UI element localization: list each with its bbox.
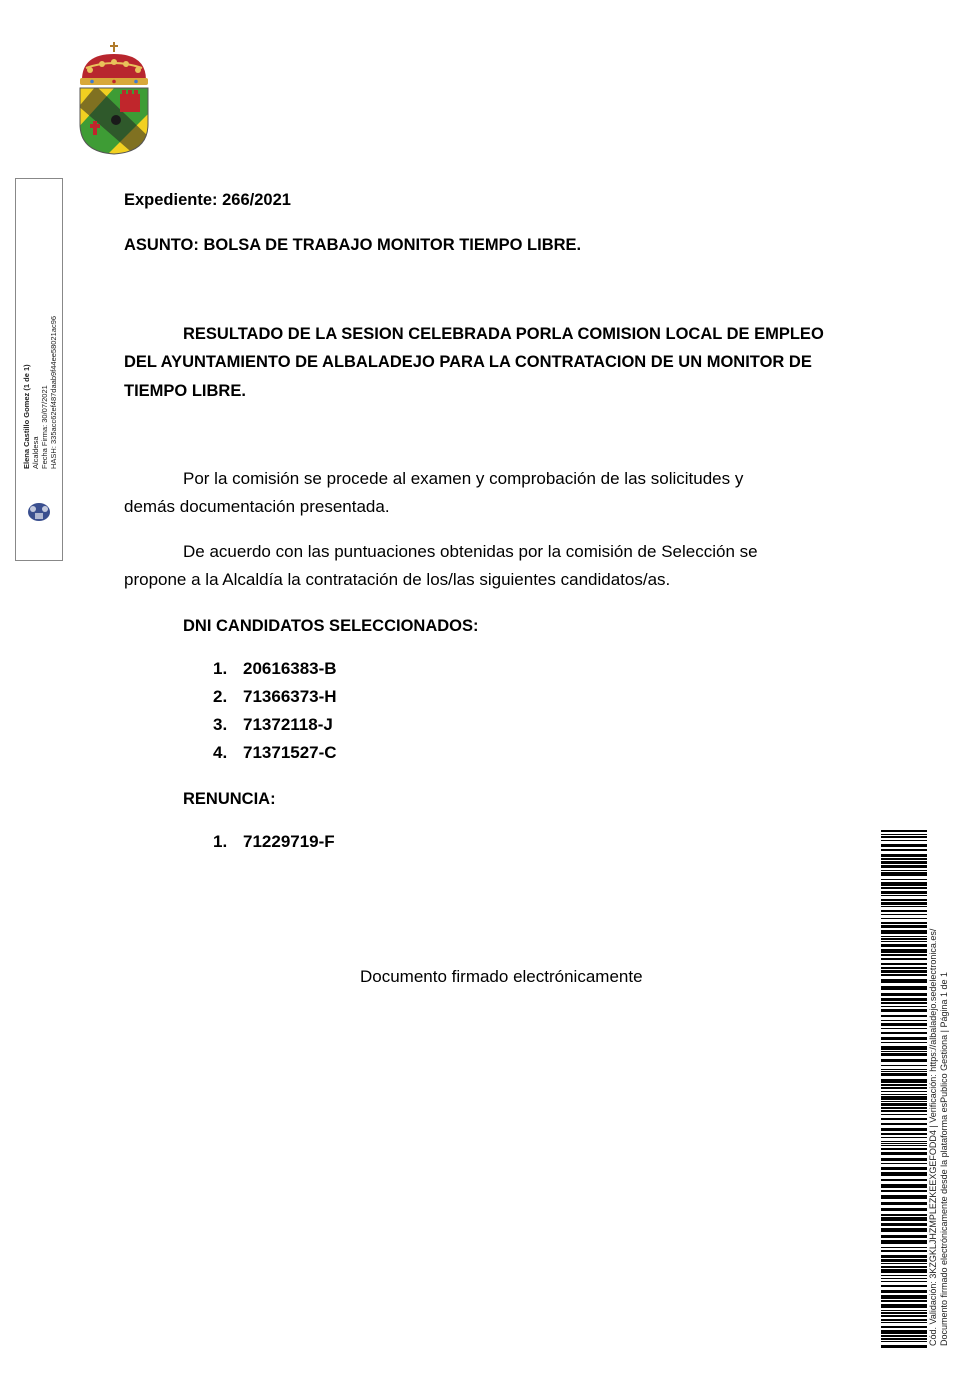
barcode-bar: [881, 1042, 927, 1043]
barcode-bar: [881, 1269, 927, 1273]
list-number: 2.: [213, 687, 228, 706]
barcode-bar: [881, 998, 927, 1001]
barcode-bar: [881, 1091, 927, 1092]
barcode-bar: [881, 861, 927, 864]
barcode-bar: [881, 1278, 927, 1279]
barcode-bar: [881, 1148, 927, 1150]
barcode-bar: [881, 1290, 927, 1293]
barcode-bar: [881, 910, 927, 912]
barcode-bar: [881, 1235, 927, 1238]
barcode-bar: [881, 918, 927, 919]
verification-code-line: Cód. Validación: 3KZGKLJHZMPLEZKEEXGEFODD4 | Verificación: https://albaladejo.sedelectronica.es/: [928, 928, 938, 1346]
barcode-bar: [881, 1133, 927, 1135]
barcode-bar: [881, 941, 927, 942]
barcode-bar: [881, 1275, 927, 1276]
barcode-bar: [881, 1202, 927, 1205]
barcode-bar: [881, 1326, 927, 1328]
candidate-dni: 71371527-C: [243, 743, 337, 762]
list-number: 4.: [213, 743, 228, 762]
barcode-bar: [881, 1028, 927, 1029]
barcode-bar: [881, 954, 927, 956]
firma-electronica-note: Documento firmado electrónicamente: [360, 967, 643, 986]
barcode-bar: [881, 1123, 927, 1125]
paragraph-1-line-1: Por la comisión se procede al examen y comprobación de las solicitudes y: [183, 469, 744, 488]
list-number: 1.: [213, 832, 228, 851]
barcode-bar: [881, 1143, 927, 1144]
barcode-bar: [881, 963, 927, 965]
barcode-bar: [881, 1310, 927, 1311]
barcode-bar: [881, 1137, 927, 1138]
barcode-bar: [881, 1217, 927, 1221]
barcode-bar: [881, 1009, 927, 1012]
barcode-bar: [881, 1223, 927, 1226]
barcode-bar: [881, 887, 927, 889]
barcode-bar: [881, 1103, 927, 1106]
barcode-bar: [881, 1053, 927, 1056]
barcode-bar: [881, 1319, 927, 1321]
resultado-line-3: TIEMPO LIBRE.: [124, 382, 246, 400]
seleccionados-heading: DNI CANDIDATOS SELECCIONADOS:: [183, 617, 479, 635]
barcode-bar: [881, 844, 927, 847]
barcode-bar: [881, 1322, 927, 1323]
barcode-bar: [881, 1002, 927, 1004]
barcode-bar: [881, 1006, 927, 1007]
barcode-bar: [881, 914, 927, 915]
verification-platform-line: Documento firmado electrónicamente desde la plataforma esPublico Gestiona | Página 1 de 1: [939, 971, 949, 1346]
barcode-bar: [881, 938, 927, 940]
validation-barcode: [881, 830, 927, 1348]
barcode-bar: [881, 882, 927, 886]
barcode-bar: [881, 1341, 927, 1342]
barcode-bar: [881, 922, 927, 924]
signer-name: Elena Castillo Gomez (1 de 1): [22, 364, 31, 469]
list-item: [213, 683, 337, 711]
barcode-bar: [881, 1114, 927, 1115]
barcode-bar: [881, 1073, 927, 1076]
barcode-bar: [881, 1208, 927, 1211]
barcode-bar: [881, 891, 927, 894]
barcode-bar: [881, 906, 927, 907]
barcode-bar: [881, 902, 927, 905]
signature-date: Fecha Firma: 30/07/2021: [40, 385, 49, 469]
barcode-bar: [881, 1304, 927, 1308]
barcode-bar: [881, 1259, 927, 1262]
verification-footer: [928, 929, 950, 1346]
signer-role: Alcaldesa: [31, 436, 40, 469]
electronic-signature-box: [15, 178, 63, 561]
barcode-bar: [881, 895, 927, 896]
barcode-bar: [881, 1315, 927, 1317]
signature-hash: HASH: 335acc62ef487daab9f44ee58021ac96: [49, 315, 58, 469]
barcode-bar: [881, 1172, 927, 1176]
barcode-bar: [881, 993, 927, 996]
barcode-bar: [881, 1184, 927, 1188]
barcode-bar: [881, 958, 927, 960]
barcode-bar: [881, 1295, 927, 1299]
barcode-bar: [881, 1141, 927, 1142]
barcode-bar: [881, 1094, 927, 1095]
renuncia-list: [213, 828, 335, 856]
barcode-bar: [881, 1158, 927, 1161]
barcode-bar: [881, 1167, 927, 1170]
barcode-bar: [881, 1037, 927, 1040]
barcode-bar: [881, 1065, 927, 1066]
barcode-bar: [881, 1118, 927, 1120]
asunto-subject: ASUNTO: BOLSA DE TRABAJO MONITOR TIEMPO LIBRE.: [124, 236, 582, 254]
barcode-bar: [881, 870, 927, 871]
barcode-bar: [881, 1152, 927, 1155]
barcode-bar: [881, 1250, 927, 1252]
barcode-bar: [881, 1079, 927, 1083]
barcode-bar: [881, 1163, 927, 1164]
barcode-bar: [881, 925, 927, 928]
municipal-crest-logo: [76, 40, 152, 156]
barcode-bar: [881, 1023, 927, 1026]
barcode-bar: [881, 979, 927, 983]
barcode-bar: [881, 1051, 927, 1052]
barcode-bar: [881, 1335, 927, 1337]
barcode-bar: [881, 1032, 927, 1034]
list-number: 1.: [213, 659, 228, 678]
barcode-bar: [881, 930, 927, 934]
barcode-bar: [881, 1084, 927, 1086]
list-item: [213, 655, 337, 683]
barcode-bar: [881, 1338, 927, 1340]
candidate-dni: 71372118-J: [243, 715, 333, 734]
barcode-bar: [881, 936, 927, 937]
barcode-bar: [881, 836, 927, 838]
barcode-bar: [881, 1263, 927, 1264]
barcode-bar: [881, 1046, 927, 1050]
barcode-bar: [881, 1179, 927, 1181]
list-number: 3.: [213, 715, 228, 734]
barcode-bar: [881, 1071, 927, 1072]
barcode-bar: [881, 854, 927, 857]
list-item: [213, 739, 337, 767]
seleccionados-list: [213, 655, 337, 767]
barcode-bar: [881, 1255, 927, 1258]
barcode-bar: [881, 1345, 927, 1348]
barcode-bar: [881, 899, 927, 901]
barcode-bar: [881, 872, 927, 876]
barcode-bar: [881, 858, 927, 860]
barcode-bar: [881, 1195, 927, 1199]
barcode-bar: [881, 970, 927, 973]
barcode-bar: [881, 1096, 927, 1100]
expediente-number: Expediente: 266/2021: [124, 191, 291, 209]
barcode-bar: [881, 1145, 927, 1146]
renuncia-heading: RENUNCIA:: [183, 790, 276, 808]
list-item: [213, 828, 335, 856]
barcode-bar: [881, 1107, 927, 1109]
candidate-dni: 20616383-B: [243, 659, 337, 678]
barcode-bar: [881, 944, 927, 947]
candidate-dni: 71366373-H: [243, 687, 337, 706]
barcode-bar: [881, 1300, 927, 1302]
barcode-bar: [881, 1281, 927, 1282]
barcode-bar: [881, 849, 927, 851]
barcode-bar: [881, 1312, 927, 1314]
barcode-bar: [881, 865, 927, 868]
paragraph-2-line-1: De acuerdo con las puntuaciones obtenidas por la comisión de Selección se: [183, 542, 758, 561]
resultado-line-1: RESULTADO DE LA SESION CELEBRADA PORLA COMISION LOCAL DE EMPLEO: [183, 325, 824, 343]
barcode-bar: [881, 1059, 927, 1062]
list-item: [213, 711, 337, 739]
barcode-bar: [881, 1087, 927, 1089]
candidate-dni: 71229719-F: [243, 832, 335, 851]
barcode-bar: [881, 986, 927, 990]
barcode-bar: [881, 1247, 927, 1248]
barcode-bar: [881, 1240, 927, 1244]
barcode-bar: [881, 974, 927, 976]
barcode-bar: [881, 1266, 927, 1268]
barcode-bar: [881, 1330, 927, 1334]
small-crest-icon: [25, 501, 53, 523]
resultado-line-2: DEL AYUNTAMIENTO DE ALBALADEJO PARA LA CONTRATACION DE UN MONITOR DE: [124, 353, 812, 371]
barcode-bar: [881, 1190, 927, 1192]
barcode-bar: [881, 830, 927, 832]
barcode-bar: [881, 949, 927, 953]
barcode-bar: [881, 840, 927, 841]
barcode-bar: [881, 1228, 927, 1232]
barcode-bar: [881, 1101, 927, 1102]
barcode-bar: [881, 1015, 927, 1017]
barcode-bar: [881, 1069, 927, 1070]
barcode-bar: [881, 879, 927, 880]
barcode-bar: [881, 1020, 927, 1021]
barcode-bar: [881, 1285, 927, 1287]
barcode-bar: [881, 967, 927, 969]
barcode-bar: [881, 1128, 927, 1131]
barcode-bar: [881, 1110, 927, 1112]
paragraph-2-line-2: propone a la Alcaldía la contratación de los/las siguientes candidatos/as.: [124, 570, 671, 589]
barcode-bar: [881, 1214, 927, 1216]
paragraph-1-line-2: demás documentación presentada.: [124, 497, 390, 516]
barcode-bar: [881, 834, 927, 835]
